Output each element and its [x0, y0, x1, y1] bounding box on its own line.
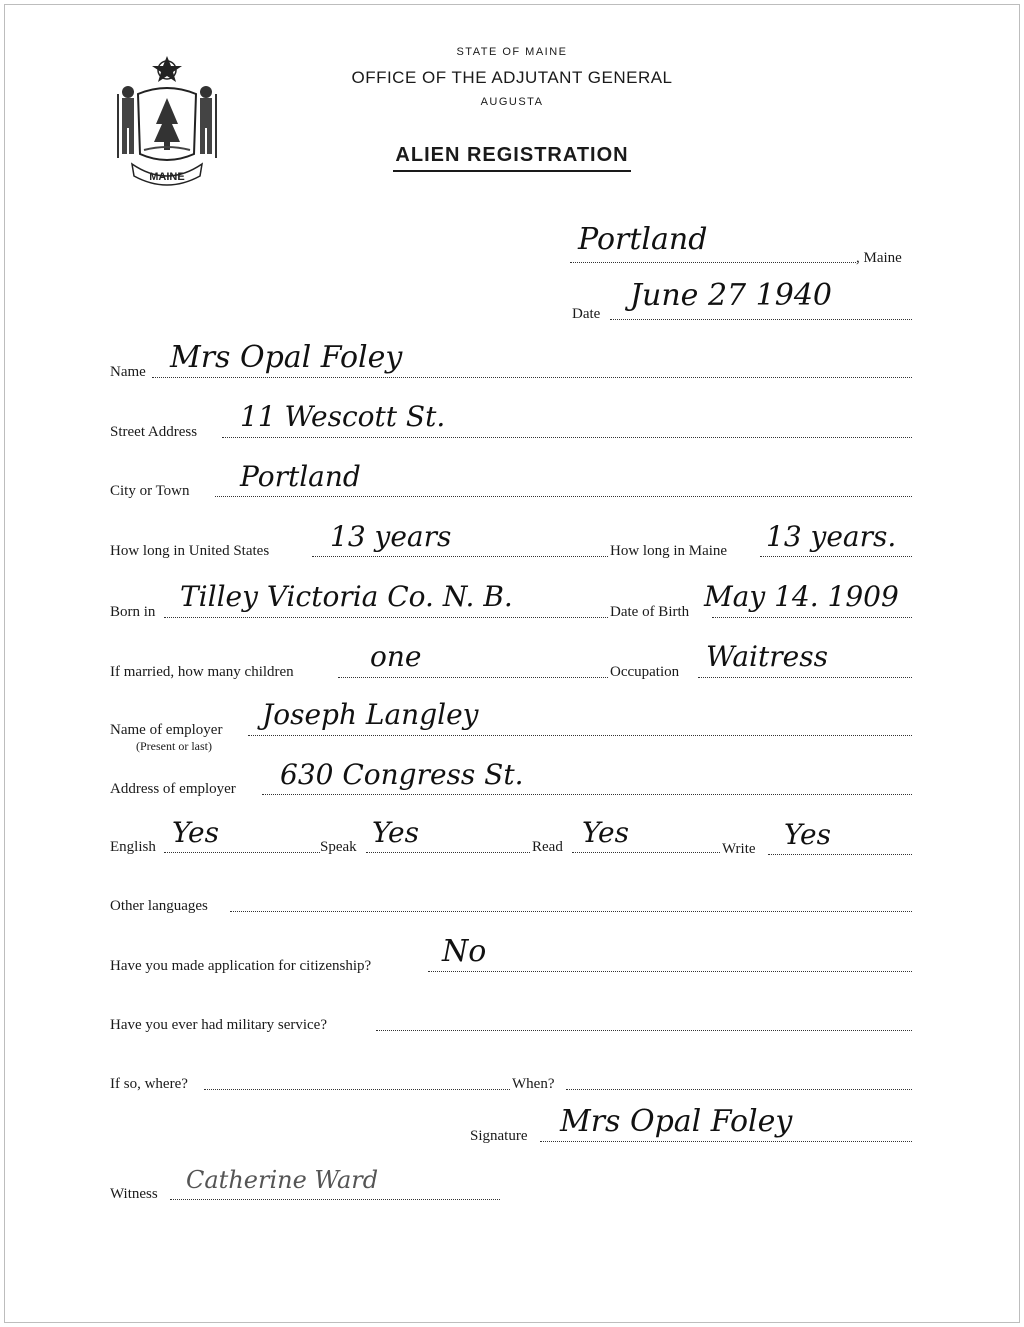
- citizenship-line: [428, 971, 912, 972]
- occupation-value: Waitress: [706, 640, 828, 673]
- header-office: OFFICE OF THE ADJUTANT GENERAL: [351, 68, 673, 87]
- employer-note: (Present or last): [136, 739, 212, 753]
- town-line: [570, 262, 856, 263]
- employer-line: [248, 735, 912, 736]
- employer-label: Name of employer: [110, 722, 223, 738]
- born-in-value: Tilley Victoria Co. N. B.: [180, 580, 513, 613]
- when-line: [566, 1089, 912, 1090]
- maine-label: , Maine: [856, 250, 902, 266]
- header-city: AUGUSTA: [480, 96, 544, 108]
- english-line: [164, 852, 320, 853]
- street-label: Street Address: [110, 424, 198, 440]
- employer-address-value: 630 Congress St.: [280, 758, 524, 791]
- speak-value: Yes: [372, 816, 419, 849]
- military-line: [376, 1030, 912, 1031]
- born-in-label: Born in: [110, 604, 156, 620]
- if-so-where-label: If so, where?: [110, 1076, 188, 1092]
- signature-value: Mrs Opal Foley: [560, 1104, 793, 1139]
- if-so-where-line: [204, 1089, 510, 1090]
- city-value: Portland: [240, 460, 361, 493]
- witness-line: [170, 1199, 500, 1200]
- city-label: City or Town: [110, 483, 190, 499]
- city-line: [215, 496, 912, 497]
- english-label: English: [110, 839, 156, 855]
- employer-address-line: [262, 794, 912, 795]
- read-value: Yes: [582, 816, 629, 849]
- employer-value: Joseph Langley: [262, 698, 479, 731]
- dob-value: May 14. 1909: [704, 580, 899, 613]
- english-value: Yes: [172, 816, 219, 849]
- how-long-us-label: How long in United States: [110, 543, 270, 559]
- other-languages-label: Other languages: [110, 898, 208, 914]
- other-languages-line: [230, 911, 912, 912]
- citizenship-value: No: [442, 934, 487, 969]
- dob-line: [712, 617, 912, 618]
- children-value: one: [370, 640, 422, 673]
- speak-line: [366, 852, 530, 853]
- name-label: Name: [110, 364, 146, 380]
- how-long-maine-value: 13 years.: [766, 520, 897, 553]
- witness-value: Catherine Ward: [186, 1166, 379, 1194]
- date-label: Date: [572, 306, 601, 322]
- read-label: Read: [532, 839, 563, 855]
- form-title: [0, 144, 1024, 167]
- military-label: Have you ever had military service?: [110, 1017, 327, 1033]
- form-title-text: ALIEN REGISTRATION: [393, 144, 630, 172]
- occupation-label: Occupation: [610, 664, 680, 680]
- children-line: [338, 677, 608, 678]
- signature-line: [540, 1141, 912, 1142]
- how-long-maine-label: How long in Maine: [610, 543, 728, 559]
- seal-banner-text: MAINE: [149, 171, 185, 183]
- write-line: [768, 854, 912, 855]
- witness-label: Witness: [110, 1186, 158, 1202]
- street-line: [222, 437, 912, 438]
- children-label: If married, how many children: [110, 664, 294, 680]
- born-in-line: [164, 617, 608, 618]
- citizenship-label: Have you made application for citizenship?: [110, 958, 372, 974]
- read-line: [572, 852, 720, 853]
- date-line: [610, 319, 912, 320]
- write-label: Write: [722, 841, 756, 857]
- town-value: Portland: [578, 222, 708, 257]
- name-line: [152, 377, 912, 378]
- employer-address-label: Address of employer: [110, 781, 236, 797]
- street-value: 11 Wescott St.: [240, 400, 446, 433]
- dob-label: Date of Birth: [610, 604, 690, 620]
- signature-label: Signature: [470, 1128, 528, 1144]
- header-state: STATE OF MAINE: [456, 46, 568, 58]
- occupation-line: [698, 677, 912, 678]
- how-long-us-value: 13 years: [330, 520, 452, 553]
- how-long-maine-line: [760, 556, 912, 557]
- how-long-us-line: [312, 556, 608, 557]
- when-label: When?: [512, 1076, 555, 1092]
- date-value: June 27 1940: [630, 278, 833, 313]
- write-value: Yes: [784, 818, 831, 851]
- name-value: Mrs Opal Foley: [170, 340, 403, 375]
- speak-label: Speak: [320, 839, 357, 855]
